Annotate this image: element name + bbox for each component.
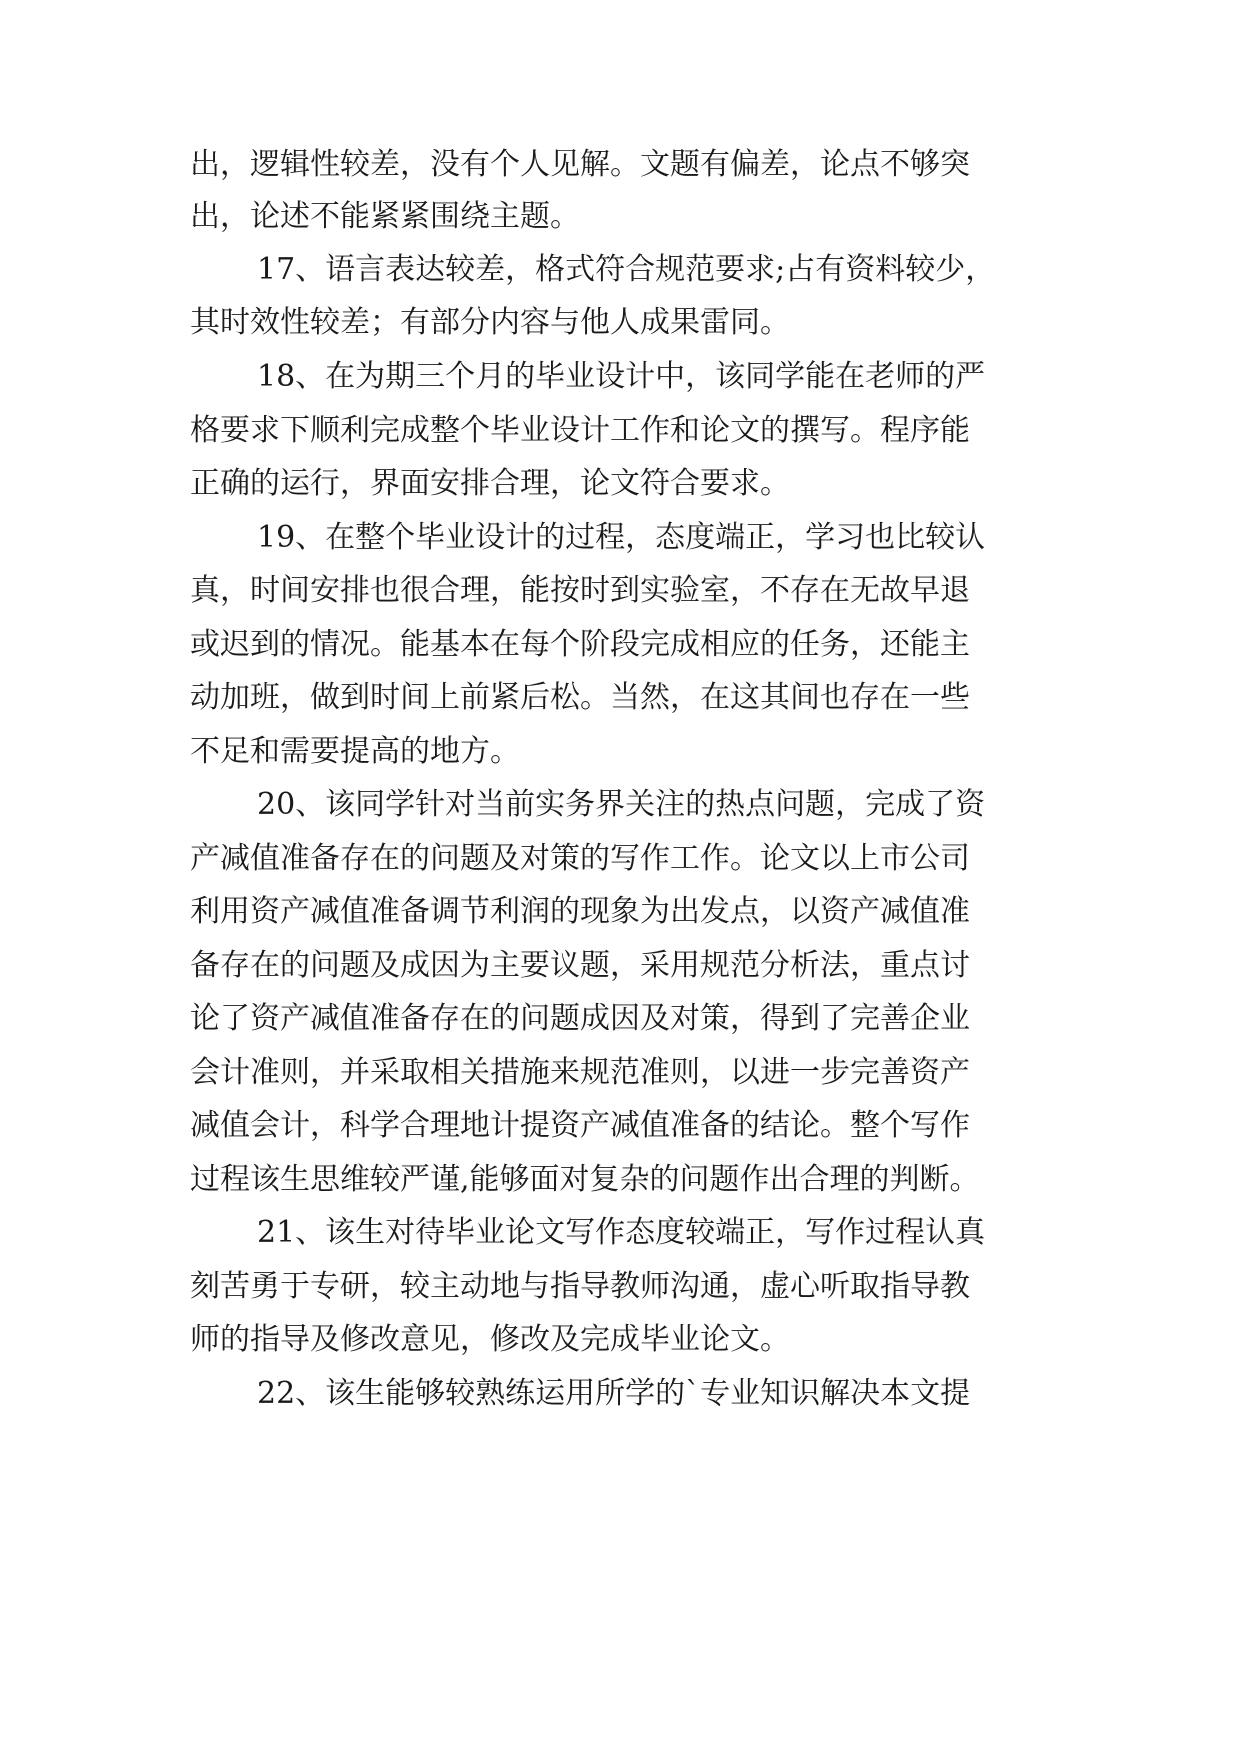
text-line-content: 出，论述不能紧紧围绕主题。 [190,199,580,234]
text-line-content: 或迟到的情况。能基本在每个阶段完成相应的任务，还能主 [190,627,970,662]
text-line-content: 20、该同学针对当前实务界关注的热点问题，完成了资 [257,787,986,822]
text-line-content: 师的指导及修改意见，修改及完成毕业论文。 [190,1322,790,1357]
text-line [0,1262,1241,1312]
text-line-content: 其时效性较差；有部分内容与他人成果雷同。 [190,305,790,340]
text-line-content: 出，逻辑性较差，没有个人见解。文题有偏差，论点不够突 [190,147,970,182]
text-line [0,1155,1241,1205]
text-line-content: 17、语言表达较差，格式符合规范要求;占有资料较少， [257,252,996,287]
text-line [0,1315,1241,1365]
text-line-content: 利用资产减值准备调节利润的现象为出发点，以资产减值准 [190,894,970,929]
text-line-content: 减值会计，科学合理地计提资产减值准备的结论。整个写作 [190,1108,970,1143]
text-line [0,834,1241,884]
text-line [0,459,1241,509]
text-line [0,566,1241,616]
text-line [0,1369,1241,1419]
text-line [0,887,1241,937]
text-line [0,192,1241,242]
text-line [0,673,1241,723]
text-line-content: 真，时间安排也很合理，能按时到实验室，不存在无故早退 [190,573,970,608]
text-line-content: 19、在整个毕业设计的过程，态度端正，学习也比较认 [257,520,986,555]
text-line-content: 动加班，做到时间上前紧后松。当然，在这其间也存在一些 [190,680,970,715]
text-line-content: 论了资产减值准备存在的问题成因及对策，得到了完善企业 [190,1001,970,1036]
text-line-content: 刻苦勇于专研，较主动地与指导教师沟通，虚心听取指导教 [190,1269,970,1304]
text-line [0,406,1241,456]
text-line-content: 过程该生思维较严谨,能够面对复杂的问题作出合理的判断。 [190,1162,980,1197]
text-line-content: 备存在的问题及成因为主要议题，采用规范分析法，重点讨 [190,948,970,983]
text-line [0,1101,1241,1151]
text-line [0,780,1241,830]
text-line [0,727,1241,777]
text-line [0,941,1241,991]
text-line-content: 22、该生能够较熟练运用所学的`专业知识解决本文提 [257,1376,971,1411]
text-line-content: 产减值准备存在的问题及对策的写作工作。论文以上市公司 [190,841,970,876]
text-line-content: 18、在为期三个月的毕业设计中，该同学能在老师的严 [257,359,986,394]
text-line [0,298,1241,348]
text-line [0,1208,1241,1258]
text-line-content: 会计准则，并采取相关措施来规范准则，以进一步完善资产 [190,1055,970,1090]
text-line-content: 正确的运行，界面安排合理，论文符合要求。 [190,466,790,501]
text-line [0,994,1241,1044]
text-line-content: 不足和需要提高的地方。 [190,734,520,769]
text-line [0,245,1241,295]
text-line [0,1048,1241,1098]
text-line [0,352,1241,402]
text-line-content: 格要求下顺利完成整个毕业设计工作和论文的撰写。程序能 [190,413,970,448]
text-line [0,513,1241,563]
text-line-content: 21、该生对待毕业论文写作态度较端正，写作过程认真 [257,1215,986,1250]
text-line [0,620,1241,670]
text-line [0,140,1241,190]
